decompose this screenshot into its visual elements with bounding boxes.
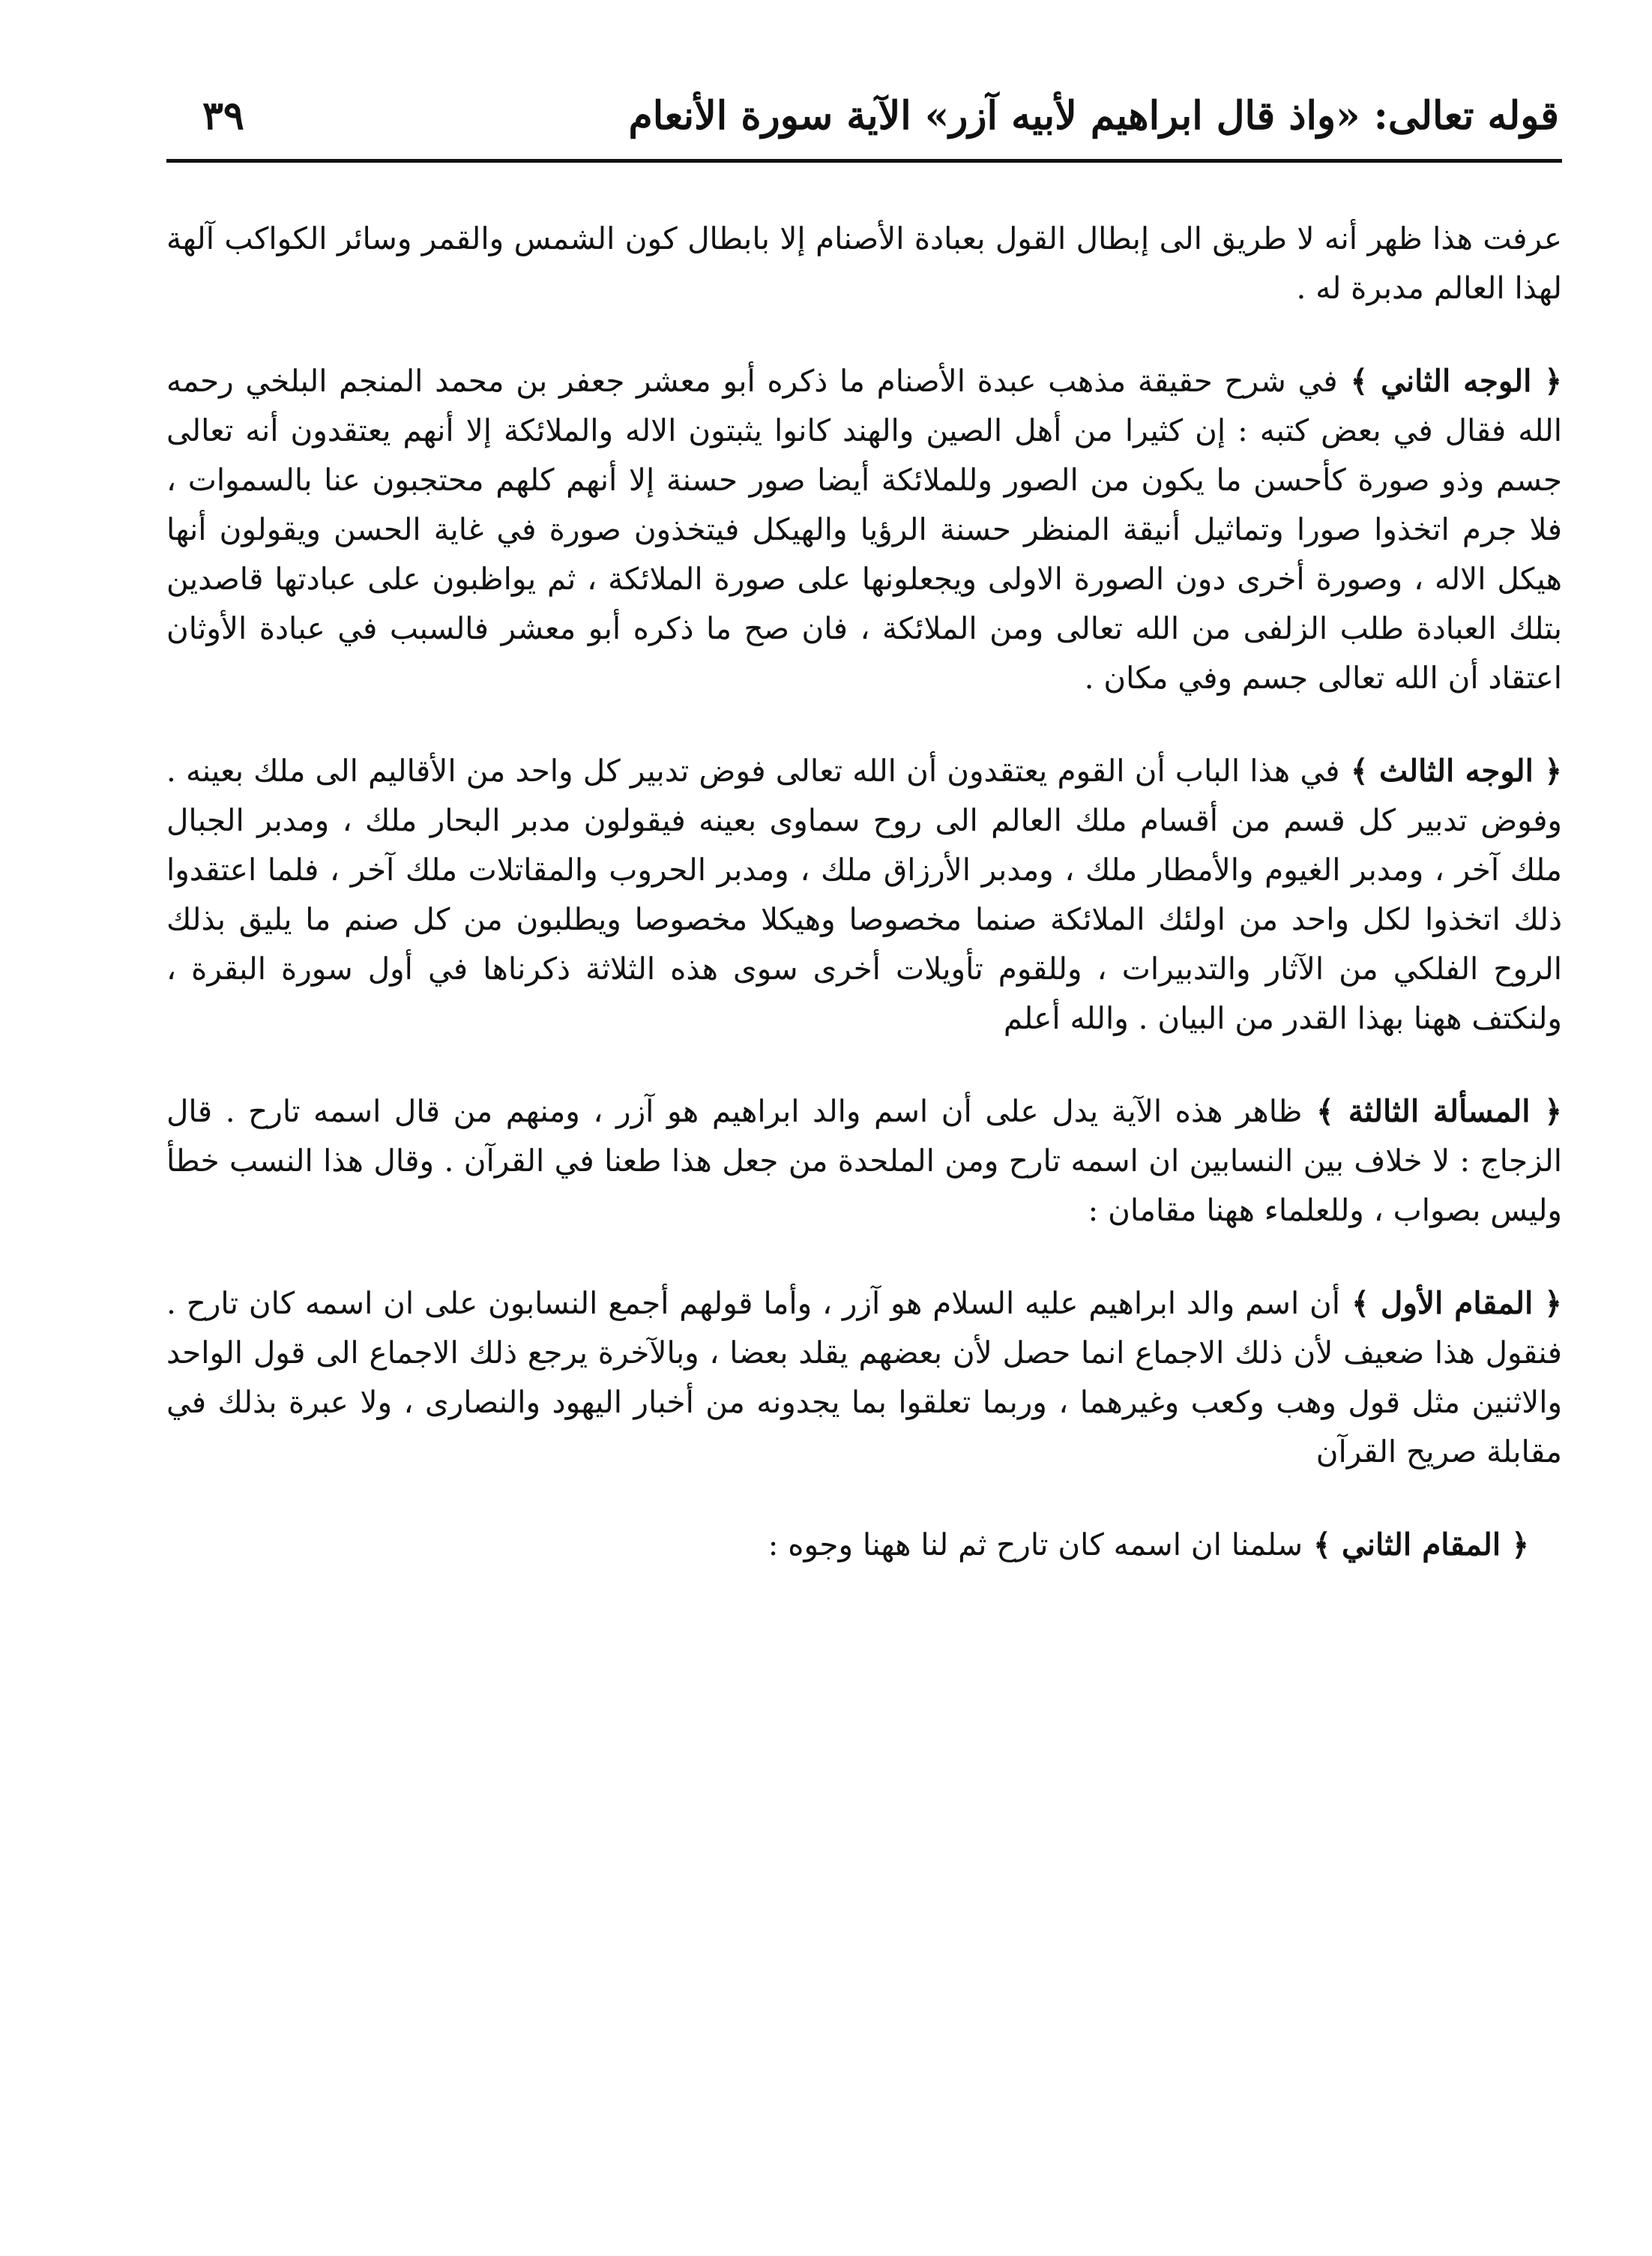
section-heading: الوجه الثالث [1378,753,1534,789]
paragraph-text: في شرح حقيقة مذهب عبدة الأصنام ما ذكره أبو معشر جعفر بن محمد المنجم البلخي رحمه الله فقال في بعض كتبه : إن كثيرا من أهل الصين والهند كانوا يثبتون الاله والملائكة إلا أنهم يعتقدون أنه تعالى جسم وذو صورة كأحسن ما يكون من الصور وللملائكة أيضا صور حسنة إلا أنهم كلهم محتجبون عنا بالسموات ، فلا جرم اتخذوا صورا وتماثيل أنيقة المنظر حسنة الرؤيا والهيكل فيتخذون صورة في غاية الحسن ويقولون أنها هيكل الاله ، وصورة أخرى دون الصورة الاولى ويجعلونها على صورة الملائكة ، ثم يواظبون على عبادتها قاصدين بتلك العبادة طلب الزلفى من الله تعالى ومن الملائكة ، فان صح ما ذكره أبو معشر فالسبب في عبادة الأوثان اعتقاد أن الله تعالى جسم وفي مكان . [166,363,1562,696]
ornate-bracket-close: ﴾ [1340,1285,1381,1321]
paragraph-third-aspect [166,746,1562,1043]
paragraph-text: عرفت هذا ظهر أنه لا طريق الى إبطال القول بعبادة الأصنام إلا بابطال كون الشمس والقمر وسائر الكواكب آلهة لهذا العالم مدبرة له . [166,220,1562,306]
paragraph-text: سلمنا ان اسمه كان تارح ثم لنا ههنا وجوه : [768,1526,1303,1562]
ornate-bracket-open: ﴿ [1501,1526,1529,1562]
paragraph-intro [166,214,1562,313]
section-heading: المقام الثاني [1341,1526,1501,1562]
paragraph-second-position [166,1520,1562,1569]
paragraph-first-position [166,1278,1562,1476]
page-number: ٣٩ [202,93,244,139]
section-heading: المسألة الثالثة [1348,1093,1531,1129]
page-body [166,214,1562,1613]
ornate-bracket-open: ﴿ [1531,363,1562,399]
ornate-bracket-close: ﴾ [1302,1093,1348,1129]
ornate-bracket-open: ﴿ [1530,1093,1562,1129]
section-heading: الوجه الثاني [1381,363,1532,399]
ornate-bracket-open: ﴿ [1533,753,1563,789]
paragraph-text: في هذا الباب أن القوم يعتقدون أن الله تعالى فوض تدبير كل واحد من الأقاليم الى ملك بعينه . وفوض تدبير كل قسم من أقسام ملك العالم الى روح سماوى بعينه فيقولون مدبر البحار ملك ، ومدبر الجبال ملك آخر ، ومدبر الغيوم والأمطار ملك ، ومدبر الأرزاق ملك ، ومدبر الحروب والمقاتلات ملك آخر ، فلما اعتقدوا ذلك اتخذوا لكل واحد من اولئك الملائكة صنما مخصوصا وهيكلا مخصوصا ويطلبون من كل صنم ما يليق بذلك الروح الفلكي من الآثار والتدبيرات ، وللقوم تأويلات أخرى سوى هذه الثلاثة ذكرناها في أول سورة البقرة ، ولنكتف ههنا بهذا القدر من البيان . والله أعلم [166,753,1562,1036]
paragraph-text: ظاهر هذه الآية يدل على أن اسم والد ابراهيم هو آزر ، ومنهم من قال اسمه تارح . قال الزجاج : لا خلاف بين النسابين ان اسمه تارح ومن الملحدة من جعل هذا طعنا في القرآن . وقال هذا النسب خطأ وليس بصواب ، وللعلماء ههنا مقامان : [166,1093,1562,1228]
ornate-bracket-close: ﴾ [1339,753,1379,789]
header-divider [166,159,1562,163]
ornate-bracket-open: ﴿ [1533,1285,1562,1321]
ornate-bracket-close: ﴾ [1303,1526,1342,1562]
paragraph-text: أن اسم والد ابراهيم عليه السلام هو آزر ، وأما قولهم أجمع النسابون على ان اسمه كان تارح . فنقول هذا ضعيف لأن ذلك الاجماع انما حصل لأن بعضهم يقلد بعضا ، وبالآخرة يرجع ذلك الاجماع الى قول الواحد والاثنين مثل قول وهب وكعب وغيرهما ، وربما تعلقوا بما يجدونه من أخبار اليهود والنصارى ، ولا عبرة بذلك في مقابلة صريح القرآن [166,1285,1562,1470]
paragraph-second-aspect [166,356,1562,703]
ornate-bracket-close: ﴾ [1337,363,1381,399]
running-header [157,82,1559,157]
header-title: قوله تعالى: «واذ قال ابراهيم لأبيه آزر» الآية سورة الأنعام [628,93,1559,139]
paragraph-third-question [166,1086,1562,1235]
section-heading: المقام الأول [1380,1285,1534,1321]
